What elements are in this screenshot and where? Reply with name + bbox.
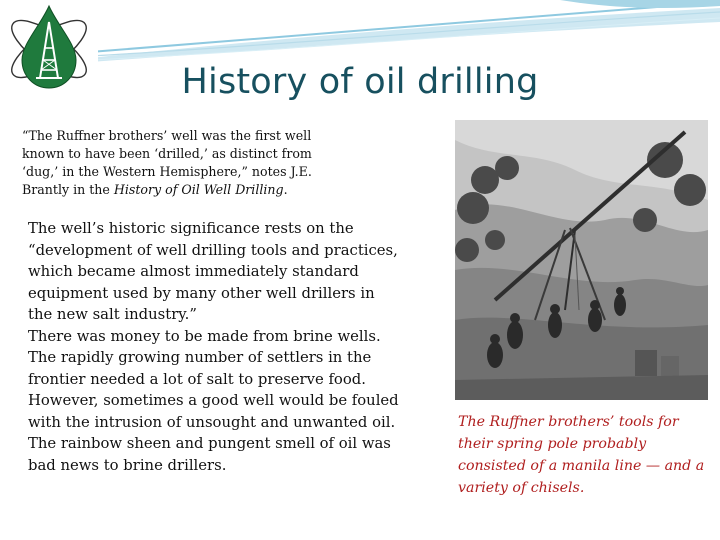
body-paragraph-brine-wells: There was money to be made from brine wells. The rapidly growing number of settlers in the frontier needed a lot of salt to preserve food. However, sometimes a good well would be fouled with the intrusion of unsought and unwanted oil. The rainbow sheen and pungent smell of oil was bad news to brine drillers. bbox=[28, 327, 399, 474]
photo-caption: The Ruffner brothers’ tools for their spring pole probably consisted of a manila line — and a variety of chisels. bbox=[458, 414, 705, 496]
brantly-quote bbox=[22, 127, 352, 199]
spring-pole-engraving-image bbox=[455, 120, 708, 400]
slide-title: History of oil drilling bbox=[181, 62, 539, 102]
book-title: History of Oil Well Drilling bbox=[113, 182, 284, 197]
oil-derrick-drop-icon bbox=[0, 0, 98, 98]
quote-text: “The Ruffner brothers’ well was the first well known to have been ‘drilled,’ as distinct from ‘dug,’ in the Western Hemisphere,” notes J.E. Brantly in the bbox=[22, 128, 312, 197]
body-paragraph-significance: The well’s historic significance rests on the “development of well drilling tools and practices, which became almost immediately standard equipment used by many other well drillers in the new salt industry.” bbox=[28, 220, 398, 323]
quote-end: . bbox=[283, 182, 288, 197]
spring-pole-drilling-photo bbox=[455, 120, 708, 400]
body-text bbox=[28, 218, 403, 476]
logo bbox=[0, 0, 98, 98]
